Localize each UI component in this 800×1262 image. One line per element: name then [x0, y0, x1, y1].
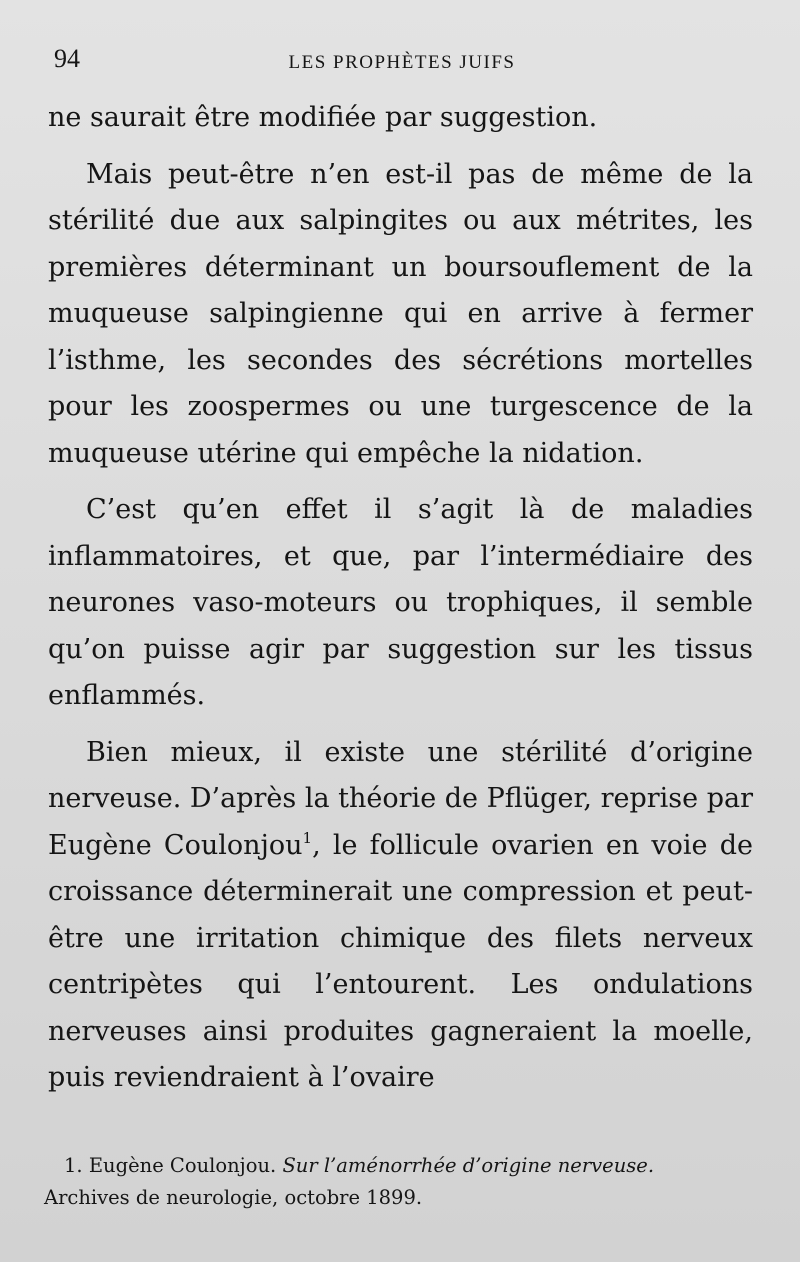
- running-title: LES PROPHÈTES JUIFS: [288, 52, 516, 73]
- page-header: [52, 40, 752, 80]
- paragraph: Mais peut-être n’en est-il pas de même de la stérilité due aux salpingites ou aux métrites, les premières déterminant un boursouflement de la muqueuse salpingienne qui en arrive à fermer l’isthme, les secondes des sécrétions mortelles pour les zoospermes ou une turgescence de la muqueuse utérine qui empêche la nidation.: [48, 158, 753, 469]
- footnote-source: Archives de neurologie, octobre 1899.: [44, 1186, 423, 1209]
- body-text: [48, 95, 753, 1102]
- footnotes: [44, 1150, 756, 1214]
- paragraph-text: Bien mieux, il existe une stérilité d’origine nerveuse. D’après la théorie de Pflüger, reprise par Eugène Coulonjou: [48, 736, 753, 861]
- footnote-reference[interactable]: 1: [302, 828, 313, 847]
- footnote: [44, 1150, 756, 1182]
- paragraph-text: , le follicule ovarien en voie de croissance déterminerait une compression et peut-être une irritation chimique des filets nerveux centripètes qui l’entourent. Les ondulations nerveuses ainsi produites gagneraient la moelle, puis reviendraient à l’ovaire: [48, 829, 753, 1093]
- footnote-title: Sur l’aménorrhée d’origine nerveuse.: [282, 1154, 655, 1177]
- paragraph: [48, 730, 753, 1102]
- paragraph: C’est qu’en effet il s’agit là de maladies inflammatoires, et que, par l’intermédiaire des neurones vaso-moteurs ou trophiques, il semble qu’on puisse agir par suggestion sur les tissus enflammés.: [48, 494, 753, 711]
- footnote-number: 1.: [64, 1154, 83, 1177]
- footnote-author: Eugène Coulonjou.: [88, 1154, 277, 1177]
- page-number: 94: [54, 44, 80, 73]
- paragraph-continuation: ne saurait être modifiée par suggestion.: [48, 102, 598, 133]
